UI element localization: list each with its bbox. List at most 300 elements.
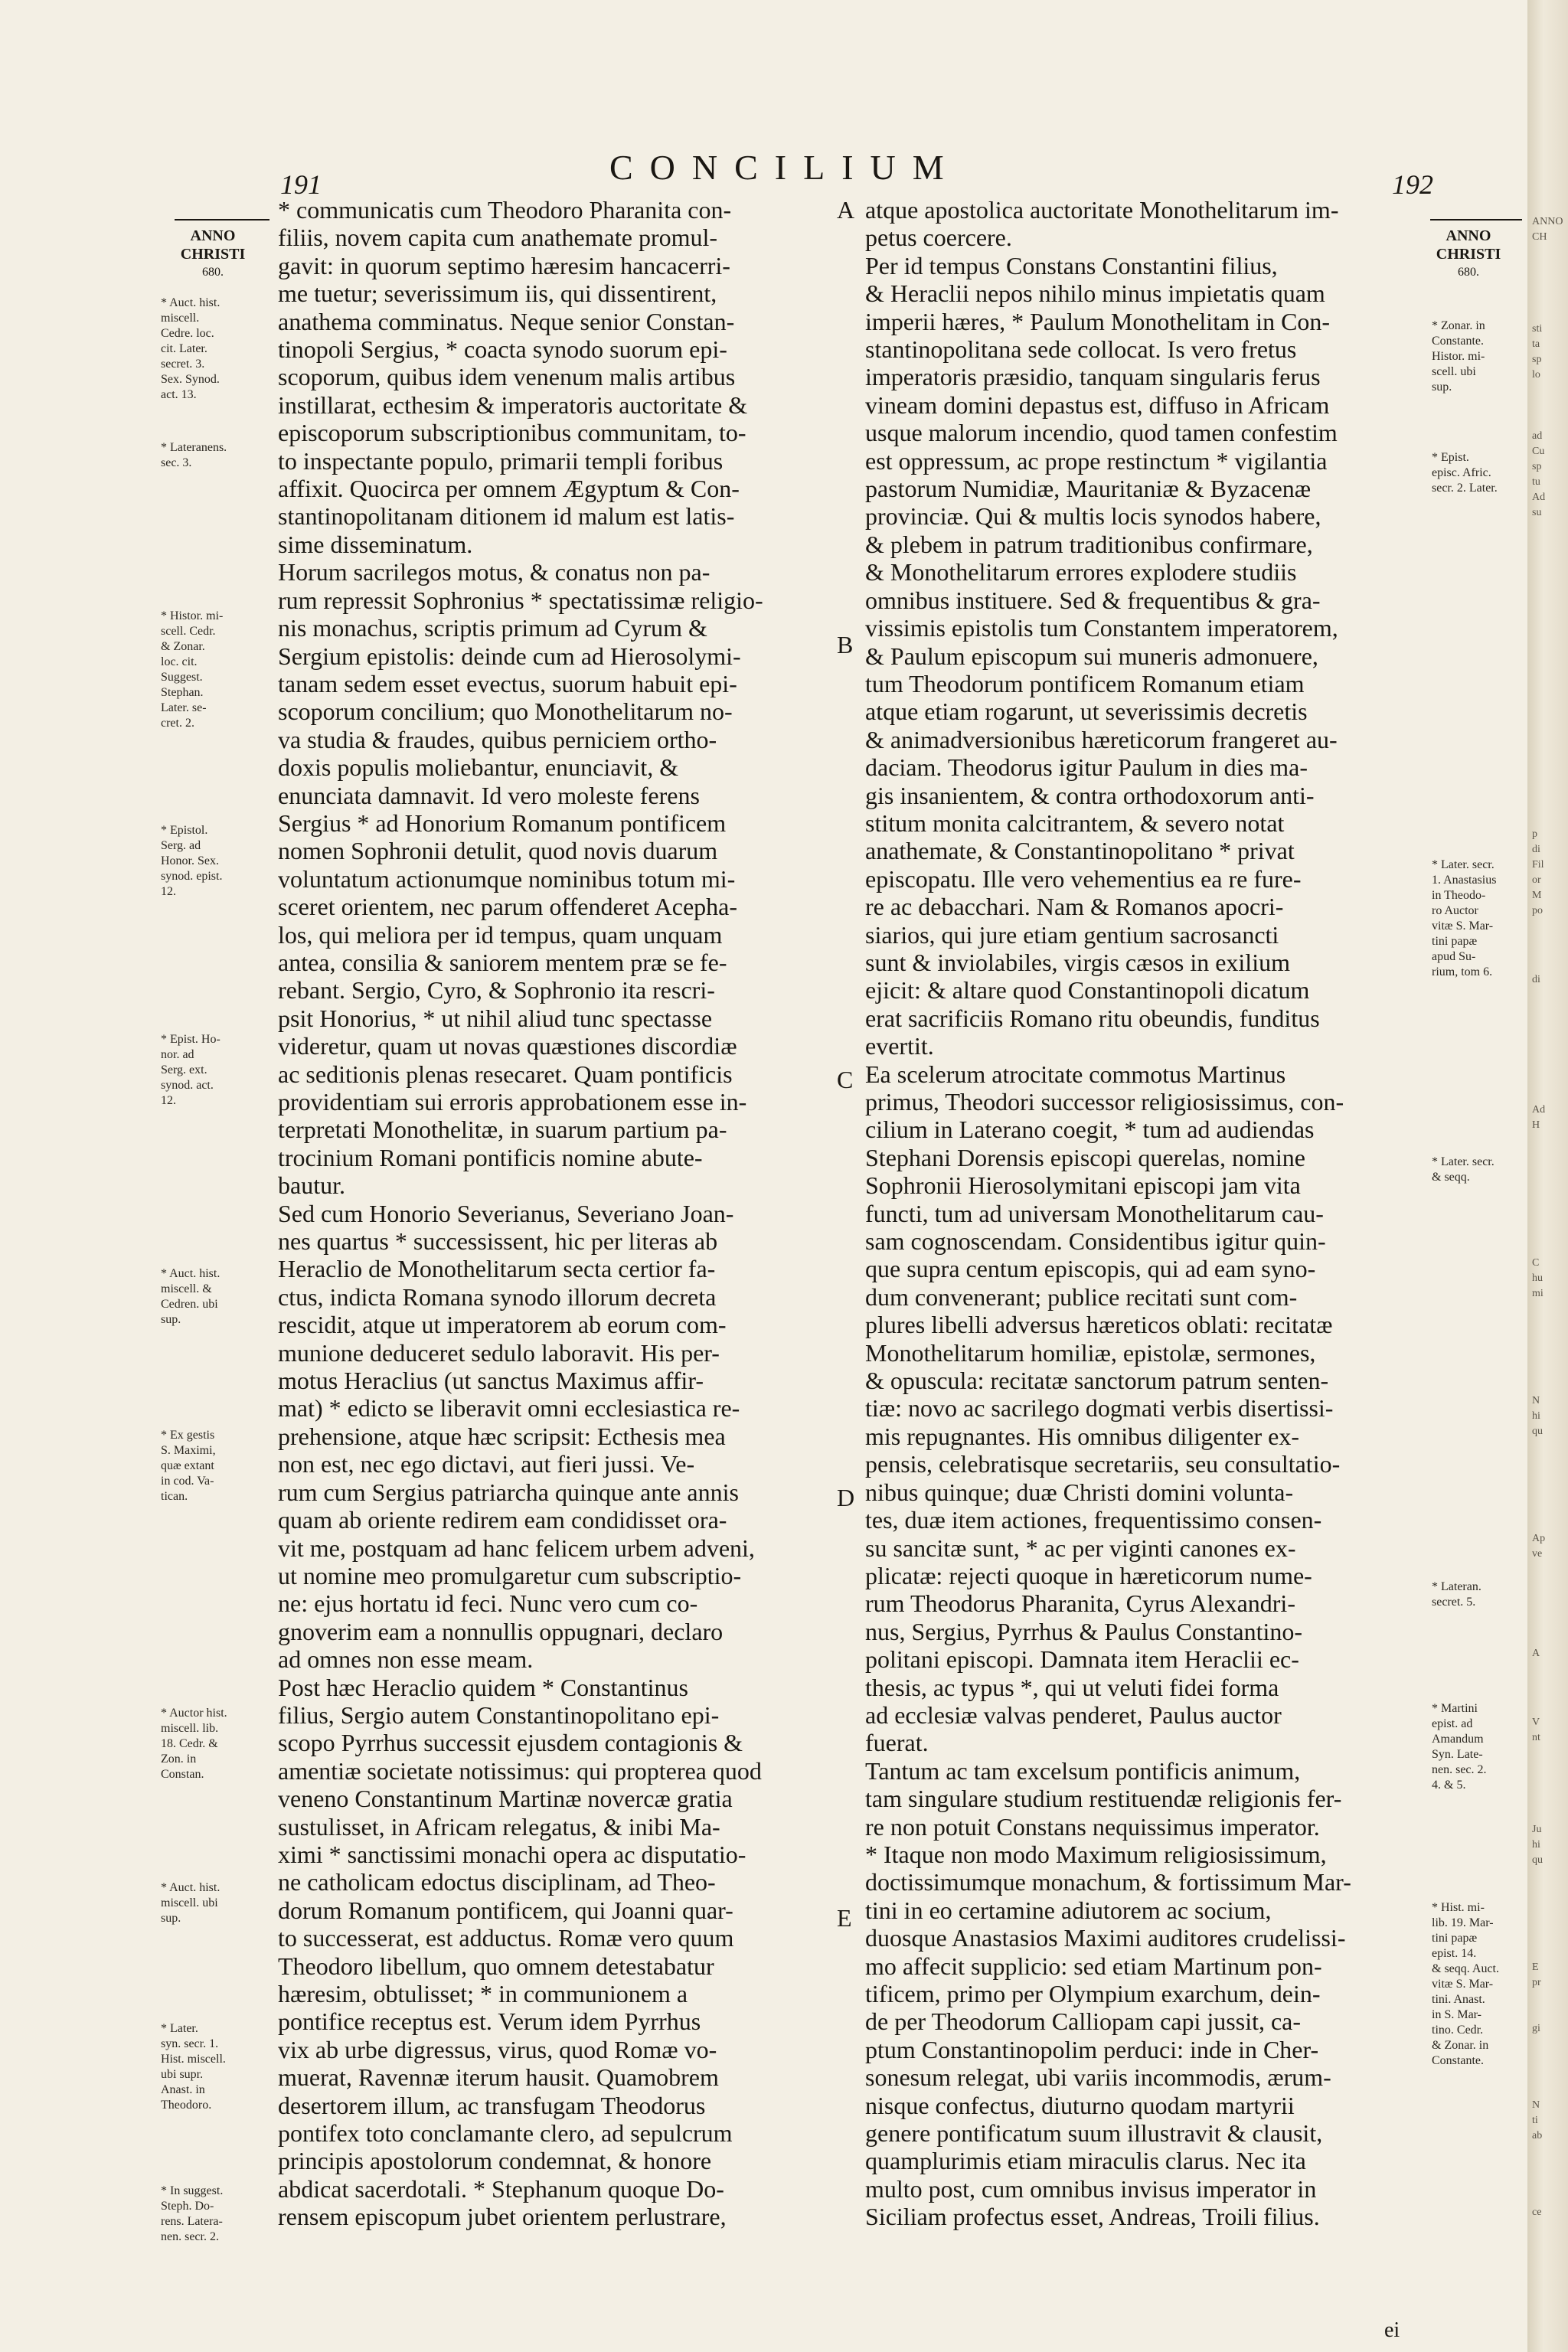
gutter-fragment: H: [1532, 1119, 1540, 1131]
gutter-fragment: lo: [1532, 369, 1540, 381]
text-line: filiis, novem capita cum anathemate promul-: [278, 224, 718, 252]
text-line: mo affecit supplicio: sed etiam Martinum pon-: [865, 1952, 1322, 1980]
text-line: erat sacrificiis Romano ritu obeundis, funditus: [865, 1004, 1320, 1032]
gutter-fragment: nt: [1532, 1732, 1540, 1743]
text-line: hæresim, obtulisset; * in communionem a: [278, 1980, 688, 2007]
gutter-fragment: N: [1532, 2099, 1540, 2111]
margin-note-line: sup.: [1432, 381, 1452, 394]
margin-note-line: lib. 19. Mar-: [1432, 1916, 1494, 1929]
text-line: nes quartus * successissent, hic per literas ab: [278, 1227, 718, 1256]
margin-note-line: quæ extant: [161, 1459, 214, 1472]
margin-note-line: Hist. miscell.: [161, 2053, 226, 2066]
text-line: affixit. Quocirca per omnem Ægyptum & Con-: [278, 475, 740, 503]
text-line: doxis populis moliebantur, enunciavit, &: [278, 753, 679, 782]
gutter-fragment: Cu: [1532, 446, 1545, 457]
margin-note-line: Stephan.: [161, 686, 204, 699]
margin-note-line: scell. Cedr.: [161, 625, 216, 638]
text-line: usque malorum incendio, quod tamen confestim: [865, 419, 1338, 447]
gutter-fragment: Ap: [1532, 1533, 1546, 1544]
margin-note-line: Serg. ext.: [161, 1063, 207, 1076]
text-line: su sancitæ sunt, * ac per viginti canones ex-: [865, 1534, 1296, 1562]
text-line: principis apostolorum condemnat, & honore: [278, 2147, 712, 2175]
text-line: rensem episcopum jubet orientem perlustrare,: [278, 2203, 727, 2231]
text-line: & animadversionibus hæreticorum frangeret au-: [865, 725, 1338, 753]
margin-note-line: syn. secr. 1.: [161, 2037, 219, 2050]
margin-note-line: & Zonar.: [161, 640, 205, 653]
text-line: cilium in Laterano coegit, * tum ad audiendas: [865, 1116, 1315, 1144]
margin-note-line: & seqq. Auct.: [1432, 1962, 1499, 1975]
text-line: & Monothelitarum errores explodere studiis: [865, 558, 1297, 586]
gutter-fragment: hu: [1532, 1272, 1543, 1284]
text-line: & Paulum episcopum sui muneris admonuere,: [865, 642, 1318, 670]
text-line: & opuscula: recitatæ sanctorum patrum senten-: [865, 1367, 1329, 1395]
section-marker: B: [837, 631, 854, 658]
text-line: duosque Anastasios Maximi auditores crudelissi-: [865, 1924, 1346, 1952]
text-line: stitum monita calcitrantem, & severo notat: [865, 808, 1285, 837]
margin-note-line: cret. 2.: [161, 717, 194, 730]
text-line: tinopoli Sergius, * coacta synodo suorum epi-: [278, 335, 727, 364]
margin-note-line: * Zonar. in: [1432, 319, 1485, 332]
margin-note-line: miscell. &: [161, 1282, 212, 1295]
gutter-fragment: tu: [1532, 476, 1540, 488]
gutter-fragment: E: [1532, 1962, 1539, 1973]
anno-year: 680.: [202, 266, 224, 279]
anno-label: ANNO: [190, 227, 236, 244]
text-line: gnoverim eam a nonnullis oppugnari, declaro: [278, 1617, 724, 1645]
text-line: tificem, primo per Olympium exarchum, dein-: [865, 1980, 1321, 2007]
text-line: instillarat, ecthesim & imperatoris auctoritate &: [278, 390, 748, 419]
text-line: los, qui meliora per id tempus, quam unquam: [278, 920, 723, 949]
text-line: quam ab oriente redirem eam condidisset ora-: [278, 1506, 727, 1534]
margin-note-line: ubi supr.: [161, 2068, 204, 2081]
margin-note-line: * Martini: [1432, 1702, 1478, 1715]
margin-note-line: ro Auctor: [1432, 904, 1478, 917]
text-line: que supra centum episcopis, qui ad eam syno-: [865, 1255, 1316, 1283]
text-line: to successerat, est adductus. Romæ vero quum: [278, 1924, 734, 1952]
gutter-fragment: C: [1532, 1257, 1540, 1269]
right-page-number: 192: [1392, 169, 1433, 200]
margin-note-line: * Later. secr.: [1432, 1155, 1494, 1168]
text-line: imperatoris præsidio, tanquam singularis ferus: [865, 363, 1321, 391]
margin-note-line: * Ex gestis: [161, 1429, 215, 1442]
text-line: pensis, celebratisque secretariis, seu consultatio-: [865, 1450, 1341, 1478]
text-line: evertit.: [865, 1032, 934, 1060]
margin-note-line: Syn. Late-: [1432, 1748, 1483, 1761]
text-line: ad ecclesiæ valvas penderet, Paulus auctor: [865, 1700, 1282, 1729]
margin-note-line: S. Maximi,: [161, 1444, 216, 1457]
text-line: terpretati Monothelitæ, in suarum partium pa-: [278, 1116, 727, 1144]
gutter-fragment: hi: [1532, 1839, 1540, 1851]
section-marker: C: [837, 1066, 854, 1093]
margin-note-line: Constante.: [1432, 2054, 1484, 2067]
text-line: stantinopolitana sede collocat. Is vero fretus: [865, 335, 1297, 364]
gutter-fragment: N: [1532, 1395, 1540, 1406]
margin-note-line: 12.: [161, 1094, 176, 1107]
section-marker: A: [837, 196, 855, 224]
text-line: vineam domini depastus est, diffuso in Africam: [865, 390, 1330, 419]
margin-note-line: loc. cit.: [161, 655, 198, 668]
text-line: imperii hæres, * Paulum Monothelitam in Con-: [865, 307, 1331, 335]
margin-note-line: sup.: [161, 1313, 181, 1326]
text-line: filius, Sergio autem Constantinopolitano epi-: [278, 1700, 720, 1729]
gutter-fragment: A: [1532, 1648, 1540, 1659]
margin-note-line: * Auct. hist.: [161, 296, 220, 309]
text-line: episcopatu. Ille vero vehementius ea re fure-: [865, 864, 1302, 893]
text-line: veneno Constantinum Martinæ novercæ gratia: [278, 1785, 733, 1813]
text-line: bautur.: [278, 1171, 345, 1200]
margin-note-line: * Lateran.: [1432, 1580, 1481, 1593]
margin-note-line: * Epist.: [1432, 451, 1469, 464]
text-line: pontifice receptus est. Verum idem Pyrrhus: [278, 2007, 701, 2036]
text-line: ut nomine meo promulgaretur cum subscriptio-: [278, 1561, 742, 1589]
text-line: videretur, quam ut novas quæstiones discordiæ: [278, 1032, 737, 1060]
gutter-fragment: mi: [1532, 1288, 1544, 1299]
margin-note-line: tini. Anast.: [1432, 1993, 1485, 2006]
gutter-fragment: CH: [1532, 231, 1547, 243]
margin-note-line: 1. Anastasius: [1432, 874, 1497, 887]
gutter-fragment: ta: [1532, 338, 1540, 350]
text-line: munione deduceret sedulo laboravit. His per-: [278, 1338, 720, 1367]
margin-note-line: 18. Cedr. &: [161, 1737, 218, 1750]
text-line: sceret orientem, nec parum offenderet Acepha-: [278, 893, 737, 921]
text-line: Heraclio de Monothelitarum secta certior fa-: [278, 1255, 716, 1283]
margin-note-line: in Theodo-: [1432, 889, 1486, 902]
text-line: anathemate, & Constantinopolitano * privat: [865, 837, 1295, 865]
text-line: Sed cum Honorio Severianus, Severiano Joan-: [278, 1199, 734, 1227]
text-line: sam cognoscendam. Considentibus igitur quin-: [865, 1227, 1326, 1256]
text-line: functi, tum ad universam Monothelitarum cau-: [865, 1199, 1324, 1227]
text-line: motus Heraclius (ut sanctus Maximus affir-: [278, 1367, 704, 1395]
anno-year: 680.: [1458, 266, 1479, 279]
text-line: Tantum ac tam excelsum pontificis animum,: [865, 1756, 1301, 1785]
text-line: mis repugnantes. His omnibus diligenter ex-: [865, 1422, 1300, 1450]
gutter-fragment: hi: [1532, 1410, 1540, 1422]
margin-note-line: secret. 3.: [161, 358, 205, 371]
margin-note-line: * Later. secr.: [1432, 858, 1494, 871]
margin-note-line: nor. ad: [161, 1048, 194, 1061]
text-line: ctus, indicta Romana synodo illorum decreta: [278, 1282, 717, 1311]
text-line: me tuetur; severissimum iis, qui dissentirent,: [278, 279, 717, 308]
text-line: sime disseminatum.: [278, 530, 473, 558]
text-line: genere pontificatum suum illustravit & clausit,: [865, 2119, 1323, 2148]
margin-note-line: apud Su-: [1432, 950, 1476, 963]
text-line: voluntatum actionumque nominibus totum mi-: [278, 864, 736, 893]
text-line: primus, Theodori successor religiosissimus, con-: [865, 1088, 1344, 1116]
text-line: rum repressit Sophronius * spectatissimæ religio-: [278, 586, 763, 614]
margin-note-line: miscell. ubi: [161, 1896, 218, 1909]
text-line: nomen Sophronii detulit, quod novis duarum: [278, 837, 718, 865]
text-line: & Heraclii nepos nihilo minus impietatis quam: [865, 279, 1325, 308]
text-line: Horum sacrilegos motus, & conatus non pa-: [278, 558, 710, 586]
margin-note-line: in cod. Va-: [161, 1475, 214, 1488]
text-line: Per id tempus Constans Constantini filius,: [865, 251, 1278, 279]
text-line: atque apostolica auctoritate Monothelitarum im-: [865, 196, 1339, 224]
text-line: & plebem in patrum traditionibus confirmare,: [865, 530, 1313, 558]
gutter-fragment: sp: [1532, 354, 1542, 365]
gutter-fragment: po: [1532, 905, 1543, 916]
text-line: amentiæ societate notissimus: qui propterea quod: [278, 1756, 762, 1785]
text-line: Stephani Dorensis episcopi querelas, nomine: [865, 1143, 1305, 1171]
text-line: tum Theodorum pontificem Romanum etiam: [865, 669, 1305, 697]
text-line: tiæ: novo ac sacrilego dogmati verbis disertissi-: [865, 1394, 1334, 1423]
margin-note-line: nen. secr. 2.: [161, 2230, 219, 2243]
right-text-column: [865, 196, 1416, 2231]
margin-note-line: * Epist. Ho-: [161, 1033, 220, 1046]
margin-note-line: secret. 5.: [1432, 1596, 1476, 1609]
text-line: ne: ejus hortatu id feci. Nunc vero cum co-: [278, 1589, 698, 1618]
text-line: thesis, ac typus *, qui ut veluti fidei forma: [865, 1673, 1279, 1701]
gutter-fragment: ve: [1532, 1548, 1543, 1560]
christi-label: CHRISTI: [180, 246, 246, 263]
gutter-fragment: ad: [1532, 430, 1543, 442]
gutter-fragment: sp: [1532, 461, 1542, 472]
text-line: quamplurimis etiam miraculis clarus. Nec ita: [865, 2147, 1306, 2175]
margin-note-line: 4. & 5.: [1432, 1779, 1466, 1792]
text-line: rum cum Sergius patriarcha quinque ante annis: [278, 1478, 739, 1506]
margin-note-line: Suggest.: [161, 671, 203, 684]
margin-note-line: sup.: [161, 1912, 181, 1925]
text-line: * Itaque non modo Maximum religiosissimum,: [865, 1840, 1327, 1868]
margin-note-line: Later. se-: [161, 701, 207, 714]
margin-note-line: synod. act.: [161, 1079, 214, 1092]
text-line: sunt & inviolabiles, virgis cæsos in exilium: [865, 948, 1290, 976]
text-line: ptum Constantinopolim perduci: inde in Cher-: [865, 2035, 1319, 2063]
text-line: vix ab urbe digressus, virus, quod Romæ vo-: [278, 2035, 717, 2063]
margin-note-line: tino. Cedr.: [1432, 2024, 1484, 2037]
margin-note-line: sec. 3.: [161, 456, 192, 469]
margin-note-line: Amandum: [1432, 1733, 1484, 1746]
text-line: ejicit: & altare quod Constantinopoli dicatum: [865, 976, 1310, 1004]
text-line: siarios, qui jure etiam gentium sacrosancti: [865, 920, 1279, 949]
text-line: est oppressum, ac prope restinctum * vigilantia: [865, 446, 1328, 475]
margin-note-line: tini papæ: [1432, 935, 1478, 948]
margin-note-line: Honor. Sex.: [161, 854, 219, 867]
margin-note-line: * Epistol.: [161, 824, 208, 837]
gutter-fragment: Ad: [1532, 492, 1546, 503]
margin-note-line: Serg. ad: [161, 839, 201, 852]
catchword: ei: [1384, 2318, 1400, 2342]
text-line: gavit: in quorum septimo hæresim hancacerri-: [278, 251, 730, 279]
text-line: re ac debacchari. Nam & Romanos apocri-: [865, 893, 1284, 921]
text-line: Siciliam profectus esset, Andreas, Troili filius.: [865, 2203, 1320, 2231]
text-line: re non potuit Constans nequissimus imperator.: [865, 1812, 1320, 1841]
anno-christi-left: [175, 227, 251, 282]
margin-note-line: in S. Mar-: [1432, 2008, 1482, 2021]
text-line: sustulisset, in Africam relegatus, & inibi Ma-: [278, 1812, 720, 1841]
section-marker: D: [837, 1484, 855, 1511]
text-line: rum Theodorus Pharanita, Cyrus Alexandri-: [865, 1589, 1295, 1618]
text-line: trocinium Romani pontificis nomine abute-: [278, 1143, 703, 1171]
gutter-fragment: di: [1532, 844, 1540, 855]
text-line: doctissimumque monachum, & fortissimum Mar-: [865, 1868, 1351, 1896]
gutter-fragment: Ad: [1532, 1104, 1546, 1116]
gutter-fragment: qu: [1532, 1426, 1543, 1437]
left-page-number: 191: [280, 169, 322, 200]
text-line: scopo Pyrrhus successit ejusdem contagionis &: [278, 1729, 743, 1757]
margin-note-line: miscell. lib.: [161, 1722, 219, 1735]
text-line: omnibus instituere. Sed & frequentibus & gra-: [865, 586, 1321, 614]
facing-page-edge: [1527, 0, 1568, 2352]
text-line: ac seditionis plenas resecaret. Quam pontificis: [278, 1060, 733, 1088]
margin-note-line: * Hist. mi-: [1432, 1901, 1485, 1914]
margin-note-line: & seqq.: [1432, 1171, 1470, 1184]
text-line: fuerat.: [865, 1729, 929, 1757]
margin-note-line: Zon. in: [161, 1753, 197, 1766]
text-line: plures libelli adversus hæreticos oblati: recitatæ: [865, 1311, 1333, 1339]
gutter-fragment: Fil: [1532, 859, 1544, 871]
gutter-fragment: pr: [1532, 1977, 1541, 1988]
text-line: nibus quinque; duæ Christi domini volunta-: [865, 1478, 1294, 1506]
text-line: provinciæ. Qui & multis locis synodos habere,: [865, 502, 1321, 531]
margin-note-line: secr. 2. Later.: [1432, 482, 1498, 495]
text-line: episcoporum subscriptionibus communitam, to-: [278, 419, 746, 447]
gutter-fragment: di: [1532, 974, 1540, 985]
gutter-fragment: su: [1532, 507, 1542, 518]
anno-christi-right: [1430, 227, 1507, 282]
margin-note-line: * Histor. mi-: [161, 609, 224, 622]
text-line: plicatæ: rejecti quoque in hæreticorum nume-: [865, 1561, 1312, 1589]
margin-note-line: 12.: [161, 885, 176, 898]
margin-note-line: * Auct. hist.: [161, 1881, 220, 1894]
margin-note-line: rens. Latera-: [161, 2215, 223, 2228]
text-line: prehensione, atque hæc scripsit: Ecthesis mea: [278, 1422, 726, 1450]
margin-note-line: vitæ S. Mar-: [1432, 1978, 1494, 1991]
text-line: muerat, Ravennæ iterum hausit. Quamobrem: [278, 2063, 719, 2092]
text-line: anathema comminatus. Neque senior Constan-: [278, 307, 735, 335]
text-line: desertorem illum, ac transfugam Theodorus: [278, 2091, 706, 2119]
text-line: Ea scelerum atrocitate commotus Martinus: [865, 1060, 1286, 1088]
margin-note-line: scell. ubi: [1432, 365, 1476, 378]
gutter-fragment: Ju: [1532, 1824, 1542, 1835]
gutter-fragment: or: [1532, 874, 1541, 886]
text-line: pontifex toto conclamante clero, ad sepulcrum: [278, 2119, 733, 2148]
margin-note-line: Constan.: [161, 1768, 204, 1781]
text-line: politani episcopi. Damnata item Heraclii ec-: [865, 1645, 1299, 1674]
text-line: nisque confectus, diuturno quodam martyrii: [865, 2091, 1295, 2119]
text-line: gis insanientem, & contra orthodoxorum anti-: [865, 781, 1315, 809]
text-line: stantinopolitanam ditionem id malum est latis-: [278, 502, 735, 531]
margin-note-line: miscell.: [161, 312, 200, 325]
margin-note-line: Steph. Do-: [161, 2200, 214, 2213]
gutter-fragment: M: [1532, 890, 1542, 901]
gutter-fragment: ANNO: [1532, 216, 1563, 227]
gutter-fragment: gi: [1532, 2023, 1540, 2034]
gutter-fragment: ce: [1532, 2207, 1542, 2218]
header-rule-left: [175, 219, 270, 220]
margin-note-line: * Auct. hist.: [161, 1267, 220, 1280]
gutter-fragment: p: [1532, 828, 1537, 840]
margin-note-line: epist. ad: [1432, 1717, 1473, 1730]
gutter-fragment: V: [1532, 1717, 1540, 1728]
margin-note-line: * Auctor hist.: [161, 1707, 227, 1720]
margin-note-line: vitæ S. Mar-: [1432, 920, 1494, 933]
text-line: Sergius * ad Honorium Romanum pontificem: [278, 808, 727, 837]
gutter-fragment: qu: [1532, 1854, 1543, 1866]
text-line: Sergium epistolis: deinde cum ad Hierosolymi-: [278, 642, 741, 670]
text-line: ad omnes non esse meam.: [278, 1645, 534, 1674]
section-marker: E: [837, 1904, 852, 1932]
left-text-column: [278, 196, 831, 2231]
text-line: petus coercere.: [865, 224, 1012, 252]
text-line: atque etiam rogarunt, ut severissimis decretis: [865, 697, 1308, 726]
text-line: ximi * sanctissimi monachi opera ac disputatio-: [278, 1840, 746, 1868]
text-line: tes, duæ item actiones, frequentissimo consen-: [865, 1506, 1322, 1534]
text-line: nis monachus, scriptis primum ad Cyrum &: [278, 614, 707, 642]
margin-note-line: * Later.: [161, 2022, 198, 2035]
margin-note-line: * In suggest.: [161, 2184, 224, 2197]
text-line: dum convenerant; publice recitati sunt com-: [865, 1282, 1298, 1311]
text-line: providentiam sui erroris approbationem esse in-: [278, 1088, 747, 1116]
text-line: daciam. Theodorus igitur Paulum in dies ma-: [865, 753, 1308, 782]
header-rule-right: [1430, 219, 1522, 220]
margin-note-line: act. 13.: [161, 388, 197, 401]
margin-note-line: cit. Later.: [161, 342, 207, 355]
text-line: psit Honorius, * ut nihil aliud tunc spectasse: [278, 1004, 713, 1032]
text-line: rebant. Sergio, Cyro, & Sophronio ita rescri-: [278, 976, 715, 1004]
text-line: abdicat sacerdotali. * Stephanum quoque Do-: [278, 2174, 724, 2203]
margin-note-line: * Lateranens.: [161, 441, 227, 454]
margin-note-line: Sex. Synod.: [161, 373, 220, 386]
text-line: mat) * edicto se liberavit omni ecclesiastica re-: [278, 1394, 740, 1423]
margin-note-line: epist. 14.: [1432, 1947, 1477, 1960]
gutter-fragment: ti: [1532, 2115, 1538, 2126]
margin-note-line: Cedren. ubi: [161, 1298, 218, 1311]
text-line: Post hæc Heraclio quidem * Constantinus: [278, 1673, 688, 1701]
text-line: vit me, postquam ad hanc felicem urbem adveni,: [278, 1534, 755, 1562]
text-line: rescidit, atque ut imperatorem ab eorum com-: [278, 1311, 727, 1339]
text-line: tanam sedem esset evectus, suorum habuit epi-: [278, 669, 737, 697]
text-line: ne catholicam edoctus disciplinam, ad Theo-: [278, 1868, 716, 1896]
margin-note-line: Constante.: [1432, 335, 1484, 348]
text-line: nus, Sergius, Pyrrhus & Paulus Constantino-: [865, 1617, 1302, 1645]
text-line: vissimis epistolis tum Constantem imperatorem,: [865, 614, 1338, 642]
text-line: to inspectante populo, primarii templi foribus: [278, 446, 724, 475]
text-line: scoporum concilium; quo Monothelitarum no-: [278, 697, 733, 726]
text-line: multo post, cum omnibus invisus imperator in: [865, 2174, 1317, 2203]
text-line: antea, consilia & saniorem mentem præ se fe-: [278, 948, 727, 976]
margin-note-line: tini papæ: [1432, 1932, 1478, 1945]
margin-note-line: Cedre. loc.: [161, 327, 214, 340]
text-line: scoporum, quibus idem venenum malis artibus: [278, 363, 736, 391]
text-line: de per Theodorum Calliopam capi jussit, ca-: [865, 2007, 1302, 2036]
running-title: CONCILIUM: [609, 148, 961, 187]
text-line: tini in eo certamine adiutorem ac socium,: [865, 1896, 1272, 1924]
margin-note-line: Histor. mi-: [1432, 350, 1485, 363]
text-line: Sophronii Hierosolymitani episcopi jam vita: [865, 1171, 1301, 1200]
margin-note-line: Anast. in: [161, 2083, 205, 2096]
anno-label: ANNO: [1446, 227, 1491, 244]
text-line: * communicatis cum Theodoro Pharanita con-: [278, 196, 732, 224]
margin-note-line: Theodoro.: [161, 2099, 212, 2112]
text-line: Theodoro libellum, quo omnem detestabatur: [278, 1952, 714, 1980]
margin-note-line: tican.: [161, 1490, 188, 1503]
gutter-fragment: sti: [1532, 323, 1543, 335]
text-line: tam singulare studium restituendæ religionis fer-: [865, 1785, 1342, 1813]
text-line: sonesum relegat, ubi variis incommodis, ærum-: [865, 2063, 1331, 2092]
christi-label: CHRISTI: [1436, 246, 1501, 263]
text-line: dorum Romanum pontificem, qui Joanni quar-: [278, 1896, 733, 1924]
text-line: Monothelitarum homiliæ, epistolæ, sermones,: [865, 1338, 1316, 1367]
text-line: non est, nec ego dictavi, aut fieri jussi. Ve-: [278, 1450, 695, 1478]
text-line: enunciata damnavit. Id vero moleste ferens: [278, 781, 700, 809]
margin-note-line: & Zonar. in: [1432, 2039, 1489, 2052]
margin-note-line: episc. Afric.: [1432, 466, 1491, 479]
text-line: pastorum Numidiæ, Mauritaniæ & Byzacenæ: [865, 475, 1312, 503]
margin-note-line: rium, tom 6.: [1432, 965, 1493, 978]
text-line: va studia & fraudes, quibus perniciem ortho-: [278, 725, 717, 753]
margin-note-line: synod. epist.: [161, 870, 223, 883]
margin-note-line: nen. sec. 2.: [1432, 1763, 1487, 1776]
